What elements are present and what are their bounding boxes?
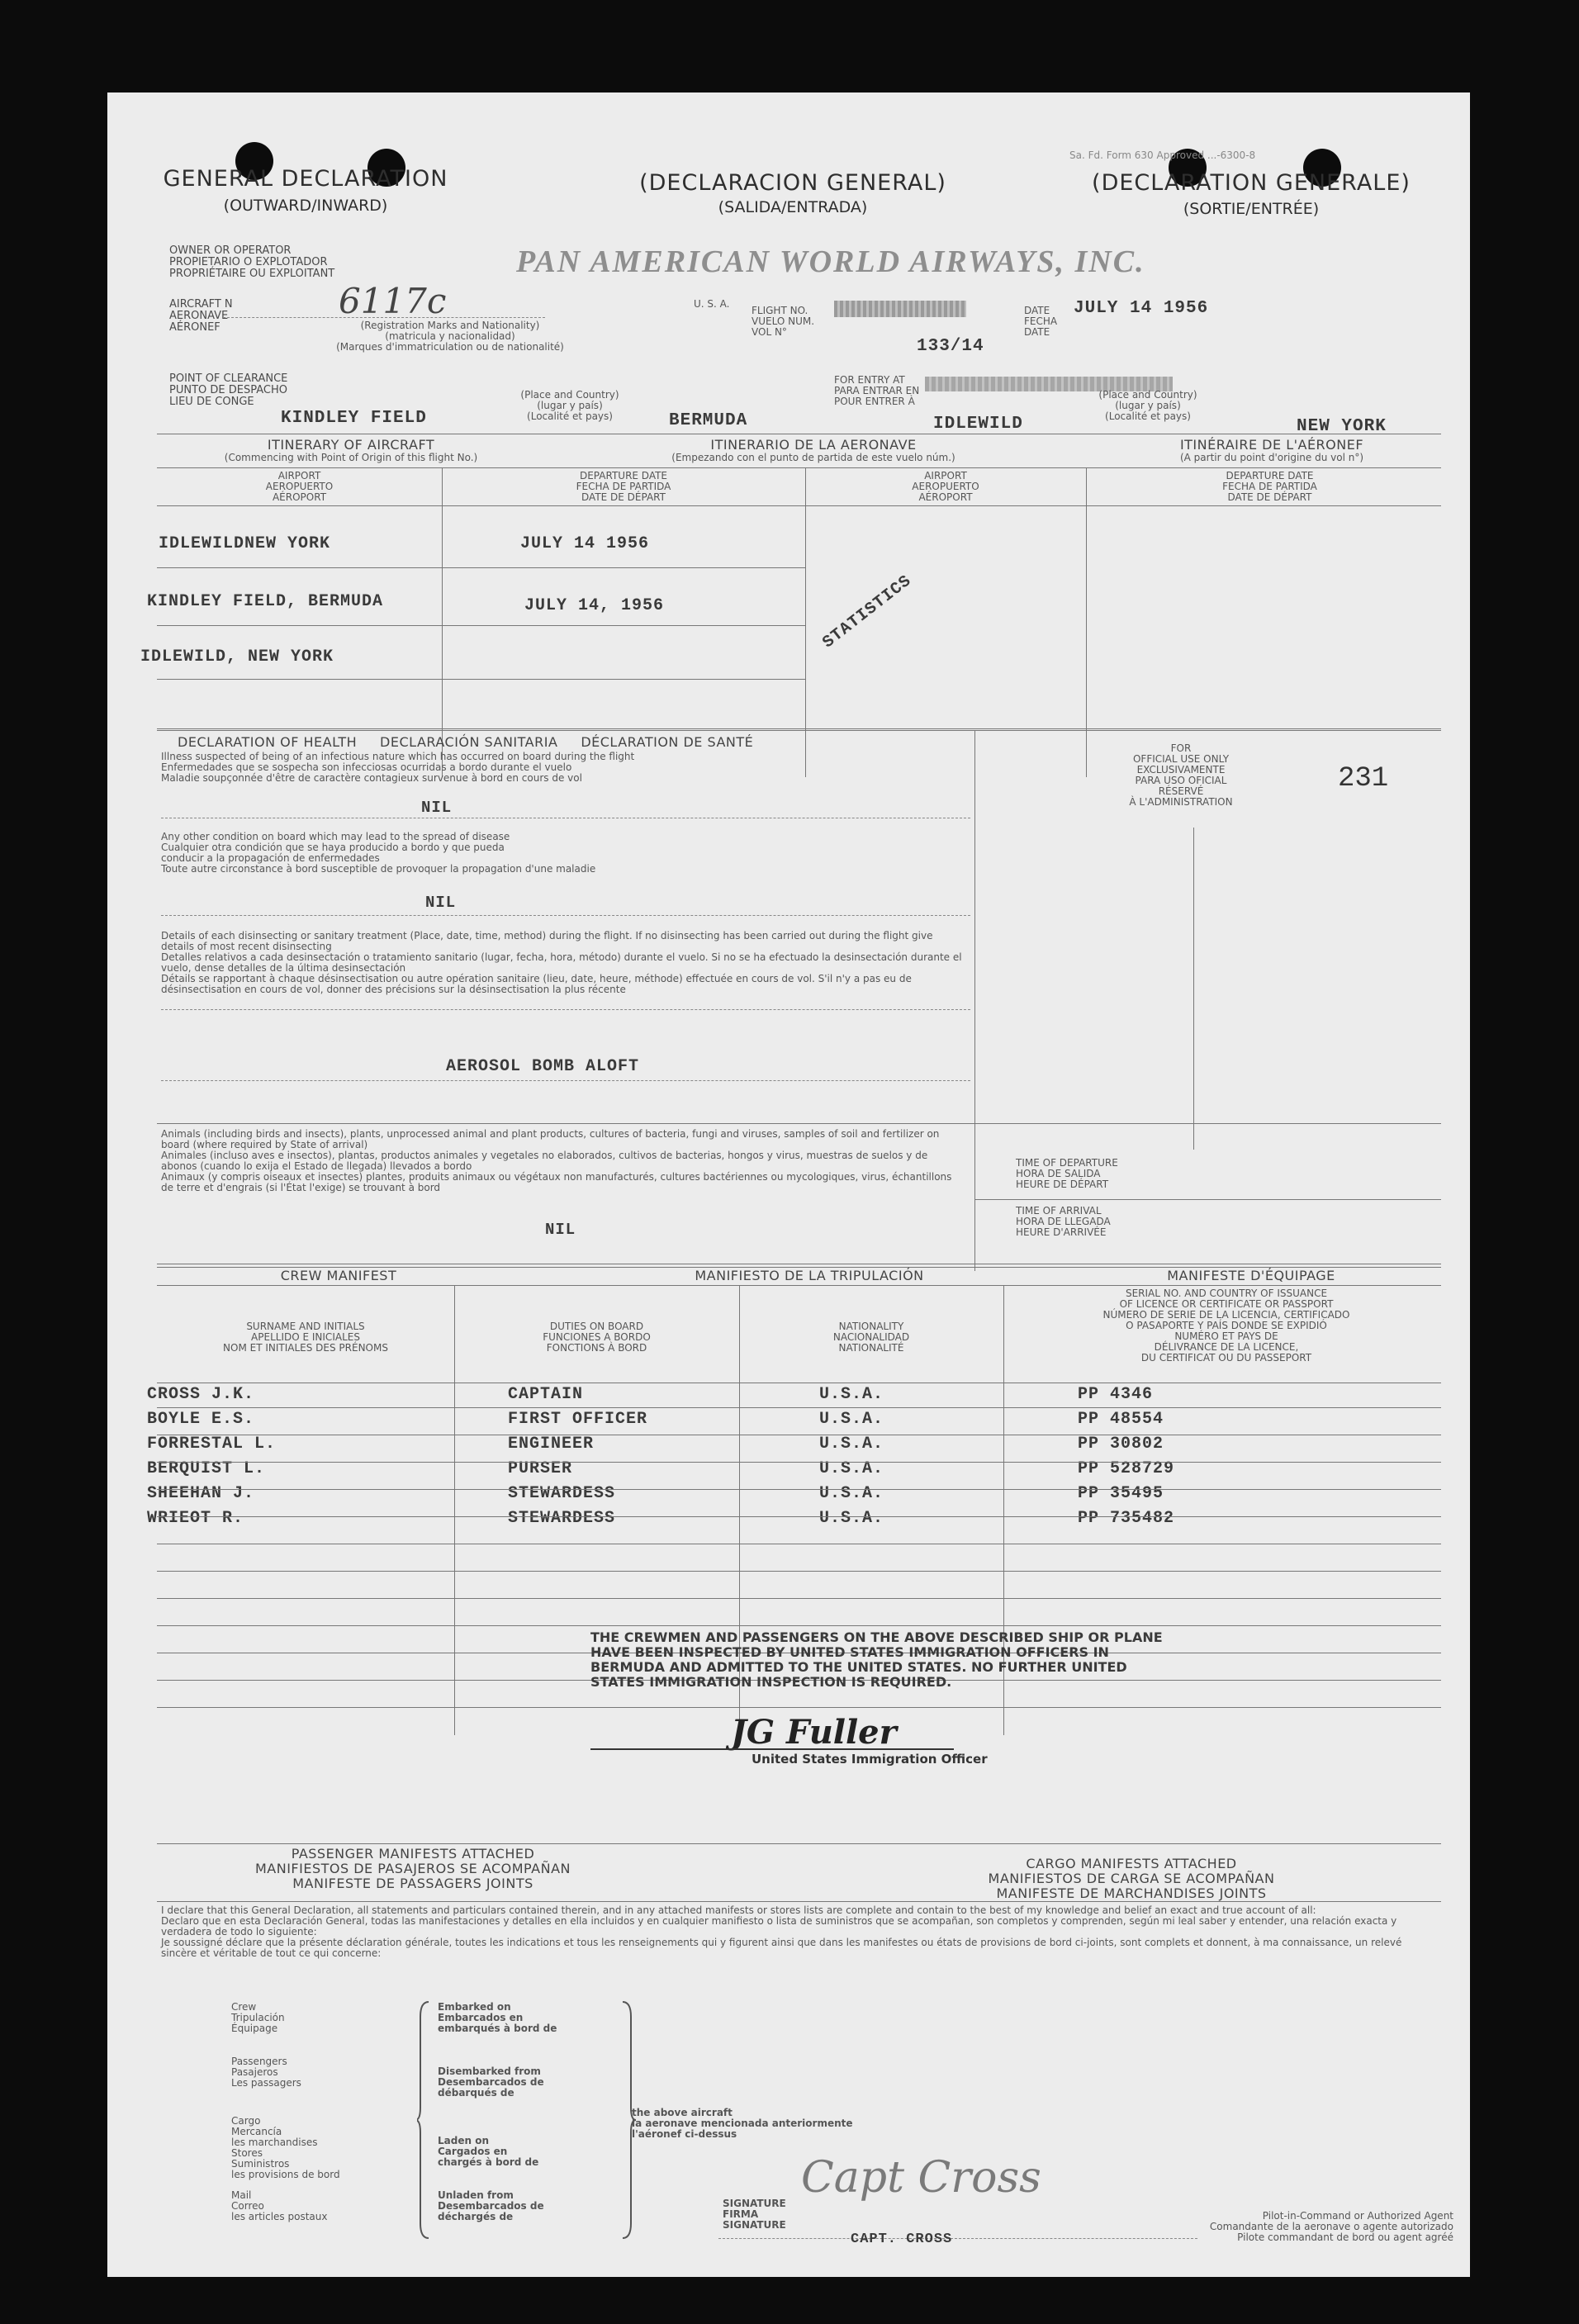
official-label: FOR OFFICIAL USE ONLY EXCLUSIVAMENTE PARA USO OFICIAL RÉSERVÉ À L'ADMINISTRATION <box>1129 742 1233 808</box>
immigration-officer-label: United States Immigration Officer <box>752 1752 988 1767</box>
crew-licence: PP 735482 <box>1078 1509 1175 1528</box>
health-a2: NIL <box>425 894 457 912</box>
itinerary-note-fr: (A partir du point d'origine du vol n°) <box>1179 452 1364 463</box>
title-en: GENERAL DECLARATION <box>163 166 448 192</box>
itinerary-airport-1: IDLEWILDNEW YORK <box>159 534 331 553</box>
unladen-item: Unladen from Desembarcados de déchargés de <box>438 2189 544 2222</box>
rule <box>157 505 1441 506</box>
health-a3: AEROSOL BOMB ALOFT <box>446 1057 640 1076</box>
ruled-line <box>157 1407 1441 1408</box>
crew-duty: PURSER <box>508 1459 573 1478</box>
crew-title-fr: MANIFESTE D'ÉQUIPAGE <box>1167 1268 1335 1283</box>
crew-licence: PP 35495 <box>1078 1484 1164 1503</box>
answer-line <box>161 915 970 916</box>
itinerary-title-en: ITINERARY OF AIRCRAFT <box>267 437 435 453</box>
crew-licence: PP 30802 <box>1078 1435 1164 1454</box>
crew-licence: PP 528729 <box>1078 1459 1175 1478</box>
captain-printed-name: CAPT. CROSS <box>851 2232 953 2247</box>
embarked-item: Embarked on Embarcados en embarqués à bord de <box>438 2001 557 2034</box>
redaction <box>834 301 966 317</box>
clearance-place: KINDLEY FIELD <box>281 409 427 428</box>
rule <box>157 728 1441 729</box>
ruled-line <box>157 1462 1441 1463</box>
aircraft-line <box>223 317 545 318</box>
passenger-manifests: PASSENGER MANIFESTS ATTACHED MANIFIESTOS DE PASAJEROS SE ACOMPAÑAN MANIFESTE DE PASSAGERS JOINTS <box>254 1846 571 1891</box>
rule <box>157 625 805 626</box>
date-value: JULY 14 1956 <box>1074 299 1209 318</box>
rule <box>157 730 1441 731</box>
official-number: 231 <box>1338 763 1389 794</box>
rule <box>157 1285 1441 1286</box>
crew-nationality: U.S.A. <box>819 1509 884 1528</box>
col-departure: DEPARTURE DATE FECHA DE PARTIDA DATE DE DÉPART <box>576 470 671 503</box>
health-a1: NIL <box>421 799 453 817</box>
owner-value: PAN AMERICAN WORLD AIRWAYS, INC. <box>516 244 1145 279</box>
declaration-text: I declare that this General Declaration, all statements and particulars contained therein, and in any attached manifests or stores lists are complete and contain to the best of my knowledge and belief an exact and true account of all: Declaro que en esta Declaración General, todas las manifestaciones y detalles en ella incluidos y en cualquier manifiesto o lista de suministros que se acompañan, son completos y comprenden, según mi leal saber y entender, una relación exacta y verdadera de todo lo siguiente: Je soussigné déclare que la présente déclaration générale, toutes les indications et tous les renseignements qui y figurent ainsi que dans les manifestes ou états de provisions de bord ci-joints, sont complets et donnent, à ma connaissance, un relevé sincère et véritable de tout ce qui concerne: <box>161 1904 1402 1959</box>
itinerary-airport-2: KINDLEY FIELD, BERMUDA <box>147 592 384 611</box>
itinerary-date-1: JULY 14 1956 <box>520 534 650 553</box>
entry-label: FOR ENTRY AT PARA ENTRAR EN POUR ENTRER À <box>834 374 920 407</box>
itinerary-title-fr: ITINÉRAIRE DE L'AÉRONEF <box>1179 437 1364 453</box>
statistics-stamp: STATISTICS <box>819 571 916 653</box>
title-fr-sub: (SORTIE/ENTRÉE) <box>1183 200 1320 218</box>
crew-name: CROSS J.K. <box>147 1385 255 1404</box>
rule <box>157 1843 1441 1844</box>
crew-nationality: U.S.A. <box>819 1410 884 1429</box>
health-heading: DECLARATION OF HEALTH DECLARACIÓN SANITARIA DÉCLARATION DE SANTÉ <box>178 734 754 750</box>
col-departure-2: DEPARTURE DATE FECHA DE PARTIDA DATE DE DÉPART <box>1222 470 1317 503</box>
ruled-line <box>157 1489 1441 1490</box>
crew-title-en: CREW MANIFEST <box>280 1268 397 1283</box>
crew-name: BOYLE E.S. <box>147 1410 255 1429</box>
title-es-sub: (SALIDA/ENTRADA) <box>718 198 868 216</box>
pic-label: Pilot-in-Command or Authorized Agent Comandante de la aeronave o agente autorizado Pilote commandant de bord ou agent agréé <box>1209 2210 1453 2243</box>
rule <box>157 567 805 568</box>
crew-item: Crew Tripulación Équipage <box>231 2001 285 2034</box>
ruled-line <box>157 1625 1441 1626</box>
usa-label: U. S. A. <box>694 298 730 310</box>
registration-note: (Registration Marks and Nationality) (matricula y nacionalidad) (Marques d'immatriculation ou de nationalité) <box>336 320 564 353</box>
time-arrival: TIME OF ARRIVAL HORA DE LLEGADA HEURE D'ARRIVÉE <box>1016 1205 1111 1238</box>
crew-col-duties: DUTIES ON BOARD FUNCIONES A BORDO FONCTIONS À BORD <box>543 1321 651 1354</box>
itinerary-note-en: (Commencing with Point of Origin of this flight No.) <box>224 452 478 463</box>
crew-nationality: U.S.A. <box>819 1435 884 1454</box>
flight-value: 133/14 <box>917 337 984 356</box>
health-q2: Any other condition on board which may lead to the spread of disease Cualquier otra condición que se haya producido a bordo y que pueda conducir a la propagación de enfermedades Toute autre circonstance à bord susceptible de provoquer la propagation d'une maladie <box>161 831 596 875</box>
immigration-stamp-text: THE CREWMEN AND PASSENGERS ON THE ABOVE DESCRIBED SHIP OR PLANE HAVE BEEN INSPECTED BY UNITED STATES IMMIGRATION OFFICERS IN BERMUDA AND ADMITTED TO THE UNITED STATES. NO FURTHER UNITED STATES IMMIGRATION INSPECTION IS REQUIRED. <box>590 1629 1163 1690</box>
crew-duty: FIRST OFFICER <box>508 1410 648 1429</box>
crew-col-name: SURNAME AND INITIALS APELLIDO E INICIALES NOM ET INITIALES DES PRÉNOMS <box>223 1321 388 1354</box>
captain-signature: Capt Cross <box>801 2153 1041 2203</box>
aircraft-note: the above aircraft la aeronave mencionada anteriormente l'aéronef ci-dessus <box>632 2107 853 2140</box>
aircraft-label: AIRCRAFT N AERONAVE AÉRONEF <box>169 298 233 334</box>
declaration-form <box>107 92 1470 2277</box>
crew-duty: ENGINEER <box>508 1435 595 1454</box>
rule <box>157 1901 1441 1902</box>
title-es: (DECLARACION GENERAL) <box>639 170 946 196</box>
title-en-sub: (OUTWARD/INWARD) <box>223 197 388 215</box>
owner-label: OWNER OR OPERATOR PROPIETARIO O EXPLOTADOR PROPRIÉTAIRE OU EXPLOITANT <box>169 244 335 280</box>
itinerary-airport-3: IDLEWILD, NEW YORK <box>140 647 334 666</box>
health-q3: Details of each disinsecting or sanitary treatment (Place, date, time, method) during the flight. If no disinsecting has been carried out during the flight give details of most recent disinsecting Detalles relativos a cada desinsectación o tratamiento sanitario (lugar, fecha, hora, método) durante el vuelo. Si no se ha efectuado la desinsectación durante el vuelo, dense detalles de la última desinsectación Détails se rapportant à chaque désinsectisation ou autre opération sanitaire (lieu, date, heure, méthode) effectuée en cours de vol. S'il n'y a pas eu de désinsectisation en cours de vol, donner des précisions sur la désinsectisation la plus récente <box>161 930 962 995</box>
health-q1: Illness suspected of being of an infectious nature which has occurred on board during the flight Enfermedades que se sospecha son infecciosas ocurridas a bordo durante el vuelo Maladie soupçonnée d'être de caractère contagieux survenue à bord en cours de vol <box>161 751 635 784</box>
answer-line <box>161 1080 970 1081</box>
rule <box>157 679 805 680</box>
crew-nationality: U.S.A. <box>819 1385 884 1404</box>
clearance-label: POINT OF CLEARANCE PUNTO DE DESPACHO LIEU DE CONGE <box>169 372 288 408</box>
clearance-country: BERMUDA <box>669 411 748 430</box>
laden-item: Laden on Cargados en chargés à bord de <box>438 2135 539 2168</box>
crew-nationality: U.S.A. <box>819 1484 884 1503</box>
ruled-line <box>157 1571 1441 1572</box>
col-airport: AIRPORT AEROPUERTO AÉROPORT <box>265 470 334 503</box>
rule <box>974 1199 1441 1200</box>
crew-nationality: U.S.A. <box>819 1459 884 1478</box>
col-divider <box>1193 828 1194 1150</box>
crew-duty: CAPTAIN <box>508 1385 584 1404</box>
crew-duty: STEWARDESS <box>508 1484 616 1503</box>
crew-title-es: MANIFIESTO DE LA TRIPULACIÓN <box>695 1268 924 1283</box>
flight-label: FLIGHT NO. VUELO NUM. VOL N° <box>752 305 815 338</box>
ruled-line <box>157 1598 1441 1599</box>
rule <box>157 1123 1441 1124</box>
itinerary-title-es: ITINERARIO DE LA AERONAVE <box>710 437 917 453</box>
bracket <box>417 2000 434 2240</box>
crew-name: SHEEHAN J. <box>147 1484 255 1503</box>
crew-col-licence: SERIAL NO. AND COUNTRY OF ISSUANCE OF LICENCE OR CERTIFICATE OR PASSPORT NÚMERO DE SERIE DE LA LICENCIA, CERTIFICADO O PASAPORTE Y PAÍS DONDE SE EXPIDIÓ NUMÉRO ET PAYS DE DÉLIVRANCE DE LA LICENCE, DU CERTIFICAT OU DU PASSEPORT <box>1102 1288 1350 1364</box>
time-departure: TIME OF DEPARTURE HORA DE SALIDA HEURE DE DÉPART <box>1016 1157 1118 1190</box>
clearance-place-note: (Place and Country) (lugar y país) (Localité et pays) <box>520 389 619 422</box>
signature-label: SIGNATURE FIRMA SIGNATURE <box>723 2198 786 2231</box>
rule <box>157 467 1441 468</box>
cargo-item: Cargo Mercancía les marchandises Stores Suministros les provisions de bord <box>231 2115 340 2180</box>
immigration-signature: JG Fuller <box>731 1713 897 1752</box>
passengers-item: Passengers Pasajeros Les passagers <box>231 2056 301 2089</box>
date-label: DATE FECHA DATE <box>1024 305 1058 338</box>
crew-name: FORRESTAL L. <box>147 1435 277 1454</box>
crew-licence: PP 4346 <box>1078 1385 1154 1404</box>
itinerary-note-es: (Empezando con el punto de partida de este vuelo núm.) <box>671 452 955 463</box>
ruled-line <box>157 1516 1441 1517</box>
crew-col-nat: NATIONALITY NACIONALIDAD NATIONALITÉ <box>832 1321 910 1354</box>
answer-line <box>161 1009 970 1010</box>
cargo-manifests: CARGO MANIFESTS ATTACHED MANIFIESTOS DE CARGA SE ACOMPAÑAN MANIFESTE DE MARCHANDISES JOINTS <box>988 1856 1275 1901</box>
title-fr: (DECLARATION GENERALE) <box>1092 170 1411 196</box>
crew-name: WRIEOT R. <box>147 1509 244 1528</box>
col-divider <box>974 730 975 1271</box>
health-a4: NIL <box>545 1221 576 1239</box>
disembarked-item: Disembarked from Desembarcados de débarqués de <box>438 2066 544 2099</box>
form-number: Sa. Fd. Form 630 Approved ...-6300-8 <box>1069 149 1256 161</box>
signature-line <box>718 2238 1197 2239</box>
aircraft-value: 6117c <box>339 281 447 321</box>
mail-item: Mail Correo les articles postaux <box>231 2189 328 2222</box>
crew-licence: PP 48554 <box>1078 1410 1164 1429</box>
entry-country: NEW YORK <box>1297 417 1387 436</box>
ruled-line <box>157 1707 1441 1708</box>
entry-place: IDLEWILD <box>933 415 1023 434</box>
signature-line <box>590 1748 954 1750</box>
entry-place-note: (Place and Country) (lugar y país) (Localité et pays) <box>1098 389 1197 422</box>
crew-name: BERQUIST L. <box>147 1459 266 1478</box>
crew-duty: STEWARDESS <box>508 1509 616 1528</box>
col-airport-2: AIRPORT AEROPUERTO AÉROPORT <box>912 470 979 503</box>
itinerary-date-2: JULY 14, 1956 <box>524 596 665 615</box>
health-q4: Animals (including birds and insects), plants, unprocessed animal and plant products, cultures of bacteria, fungi and viruses, samples of soil and fertilizer on board (where required by State of arrival) Animales (incluso aves e insectos), plantas, productos animales y vegetales no elaborados, cultivos de bacterias, hongos y virus, muestras de suelos y de abonos (cuando lo exija el Estado de llegada) llevados a bordo Animaux (y compris oiseaux et insectes) plantes, produits animaux ou végétaux non manufacturés, cultures bactériennes ou mycologiques, virus, échantillons de terre et d'engrais (si l'État l'exige) se trouvant à bord <box>161 1128 952 1193</box>
